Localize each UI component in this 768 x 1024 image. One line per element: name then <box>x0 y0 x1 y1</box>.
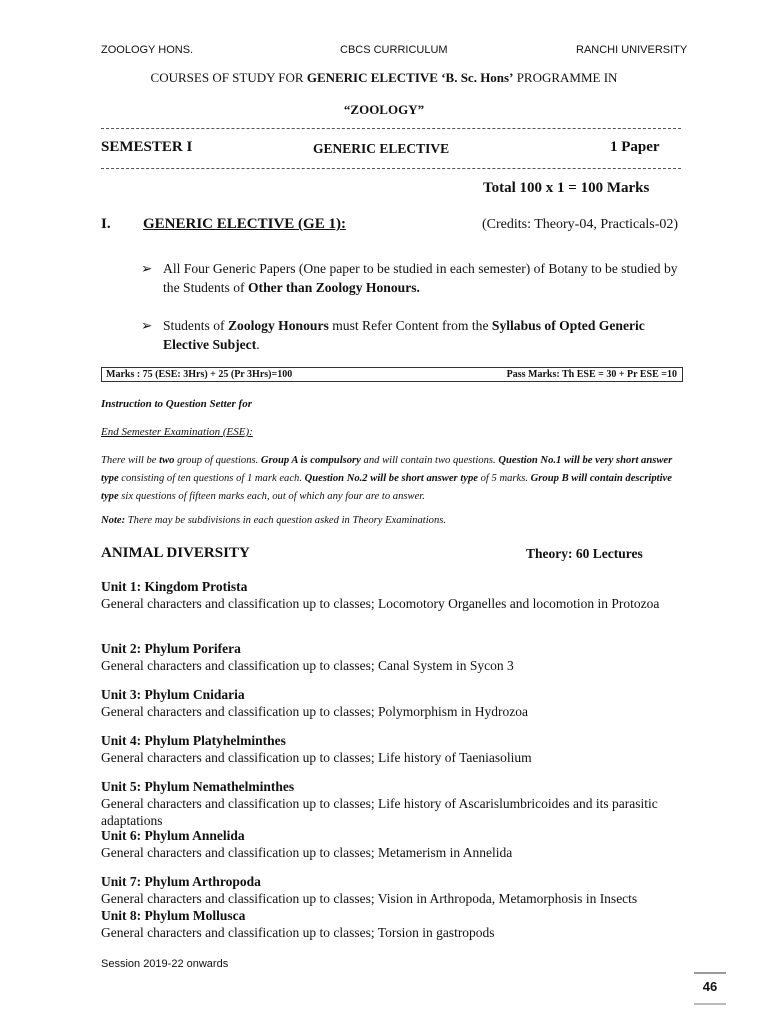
header-left: ZOOLOGY HONS. <box>101 44 194 56</box>
section-lectures: Theory: 60 Lectures <box>526 546 643 561</box>
unit-body: General characters and classification up to classes; Torsion in gastropods <box>101 925 495 940</box>
instruction-text: of 5 marks. <box>477 473 531 484</box>
semester-label: SEMESTER I <box>101 139 193 155</box>
arrow-bullet-icon: ➢ <box>141 318 153 333</box>
unit-heading: Unit 1: Kingdom Protista <box>101 579 248 594</box>
unit-block <box>101 732 691 766</box>
unit-block <box>101 686 691 720</box>
title-prefix: COURSES OF STUDY FOR <box>150 70 307 85</box>
unit-body: General characters and classification up to classes; Polymorphism in Hydrozoa <box>101 704 528 719</box>
unit-block <box>101 827 691 861</box>
unit-body: General characters and classification up to classes; Life history of Ascarislumbricoides and its parasitic adaptations <box>101 796 658 828</box>
bullet-item <box>141 316 686 354</box>
marks-distribution: Marks : 75 (ESE: 3Hrs) + 25 (Pr 3Hrs)=100 <box>106 369 293 380</box>
ge-credits: (Credits: Theory-04, Practicals-02) <box>482 217 679 232</box>
unit-heading: Unit 8: Phylum Mollusca <box>101 908 246 923</box>
title-suffix: PROGRAMME IN <box>513 70 618 85</box>
unit-block <box>101 873 691 907</box>
unit-heading: Unit 2: Phylum Porifera <box>101 641 241 656</box>
semester-type: GENERIC ELECTIVE <box>313 141 450 156</box>
header-right: RANCHI UNIVERSITY <box>576 44 688 56</box>
header-center: CBCS CURRICULUM <box>340 44 448 56</box>
unit-block <box>101 907 691 941</box>
unit-block <box>101 778 691 829</box>
unit-body: General characters and classification up to classes; Metamerism in Annelida <box>101 845 513 860</box>
instruction-text: six questions of fifteen marks each, out of which any four are to answer. <box>118 491 425 502</box>
unit-body: General characters and classification up to classes; Vision in Arthropoda, Metamorphosis in Insects <box>101 891 638 906</box>
arrow-bullet-icon: ➢ <box>141 261 153 276</box>
page-number-box <box>694 972 726 1005</box>
unit-body: General characters and classification up to classes; Life history of Taeniasolium <box>101 750 532 765</box>
note-paragraph <box>101 512 681 530</box>
ese-heading: End Semester Examination (ESE): <box>101 426 253 438</box>
bullet-item <box>141 259 686 297</box>
bullet-text-part: All Four Generic Papers (One paper to be studied in each semester) of Botany to be studied by the Students of <box>163 261 678 295</box>
bullet-text-bold: Syllabus of Opted Generic Elective Subject <box>163 318 645 352</box>
instruction-text: consisting of ten questions of 1 mark each. <box>118 473 305 484</box>
page-number: 46 <box>702 979 718 994</box>
ge-number: I. <box>101 216 111 232</box>
instruction-bold: Question No.1 will be very short answer type <box>101 455 673 484</box>
bullet-text-part: must Refer Content from the <box>328 318 492 333</box>
semester-papers: 1 Paper <box>610 139 660 155</box>
instruction-bold: two <box>159 455 175 466</box>
total-marks: Total 100 x 1 = 100 Marks <box>483 180 650 196</box>
unit-heading: Unit 5: Phylum Nemathelminthes <box>101 779 295 794</box>
bullet-text-part: . <box>256 337 260 352</box>
title-bold: GENERIC ELECTIVE ‘B. Sc. Hons’ <box>306 70 514 85</box>
instruction-text: and will contain two questions. <box>360 455 499 466</box>
instruction-paragraph <box>101 452 681 506</box>
instruction-bold: Group A is compulsory <box>260 455 361 466</box>
subject-title: “ZOOLOGY” <box>343 102 425 117</box>
course-title <box>0 70 768 86</box>
instruction-bold: Question No.2 will be short answer type <box>304 473 478 484</box>
unit-heading: Unit 4: Phylum Platyhelminthes <box>101 733 286 748</box>
instruction-text: There will be <box>101 455 160 466</box>
bullet-text-part: Students of <box>163 318 228 333</box>
bullet-text-bold: Other than Zoology Honours. <box>247 280 420 295</box>
bullet-text <box>163 259 686 297</box>
unit-block <box>101 578 691 612</box>
bullet-text <box>163 316 686 354</box>
unit-body: General characters and classification up to classes; Locomotory Organelles and locomotion in Protozoa <box>101 596 660 611</box>
instruction-text: group of questions. <box>174 455 261 466</box>
pass-marks: Pass Marks: Th ESE = 30 + Pr ESE =10 <box>506 369 677 380</box>
marks-box <box>101 367 683 382</box>
instruction-heading: Instruction to Question Setter for <box>101 398 252 410</box>
note-label: Note: <box>101 515 126 526</box>
unit-heading: Unit 3: Phylum Cnidaria <box>101 687 245 702</box>
unit-heading: Unit 7: Phylum Arthropoda <box>101 874 261 889</box>
note-text: There may be subdivisions in each question asked in Theory Examinations. <box>125 515 447 526</box>
section-title: ANIMAL DIVERSITY <box>101 545 250 561</box>
divider-top <box>101 128 681 129</box>
instruction-bold: Group B will contain descriptive type <box>101 473 672 502</box>
ge-title: GENERIC ELECTIVE (GE 1): <box>143 216 346 232</box>
bullet-text-bold: Zoology Honours <box>227 318 329 333</box>
unit-heading: Unit 6: Phylum Annelida <box>101 828 245 843</box>
session-footer: Session 2019-22 onwards <box>101 958 229 970</box>
unit-block <box>101 640 691 674</box>
divider-bottom <box>101 168 681 169</box>
unit-body: General characters and classification up to classes; Canal System in Sycon 3 <box>101 658 514 673</box>
